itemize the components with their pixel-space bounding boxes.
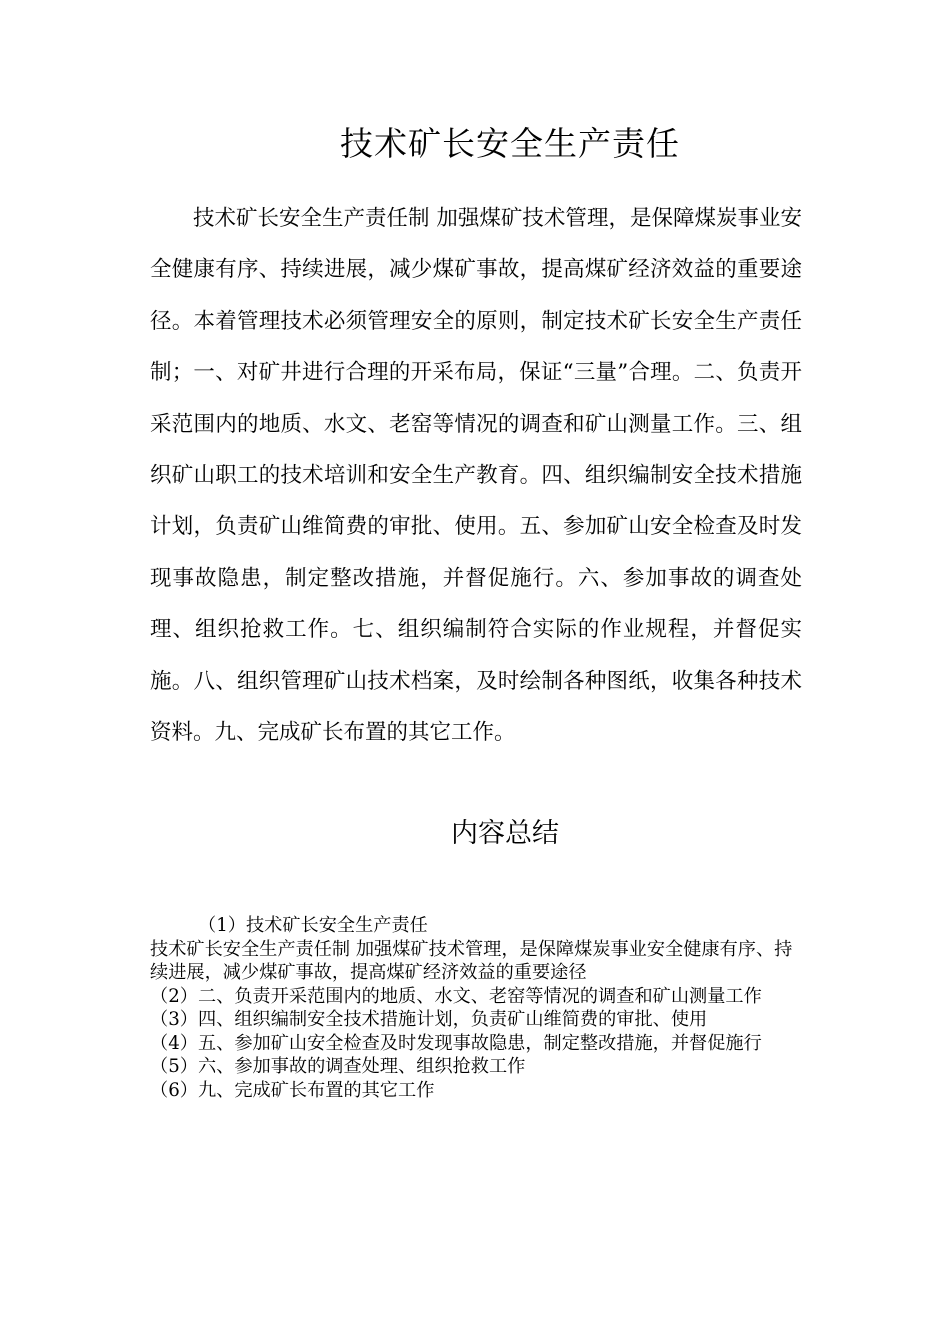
summary-item: （1）技术矿长安全生产责任 xyxy=(198,915,428,936)
summary-item: 技术矿长安全生产责任制 加强煤矿技术管理，是保障煤炭事业安全健康有序、持续进展，减少煤矿事故，提高煤矿经济效益的重要途径 xyxy=(150,938,793,983)
body-paragraph: 技术矿长安全生产责任制 加强煤矿技术管理，是保障煤炭事业安全健康有序、持续进展，减少煤矿事故，提高煤矿经济效益的重要途径。本着管理技术必须管理安全的原则，制定技术矿长安全生产责任制；一、对矿井进行合理的开采布局，保证“三量”合理。二、负责开采范围内的地质、水文、老窑等情况的调查和矿山测量工作。三、组织矿山职工的技术培训和安全生产教育。四、组织编制安全技术措施计划，负责矿山维简费的审批、使用。五、参加矿山安全检查及时发现事故隐患，制定整改措施，并督促施行。六、参加事故的调查处理、组织抢救工作。七、组织编制符合实际的作业规程，并督促实施。八、组织管理矿山技术档案，及时绘制各种图纸，收集各种技术资料。九、完成矿长布置的其它工作。 xyxy=(150,206,802,746)
summary-item: （6）九、完成矿长布置的其它工作 xyxy=(150,1079,435,1101)
summary-list xyxy=(150,914,805,1102)
summary-item: （3）四、组织编制安全技术措施计划，负责矿山维简费的审批、使用 xyxy=(150,1009,708,1030)
summary-item: （4）五、参加矿山安全检查及时发现事故隐患，制定整改措施，并督促施行 xyxy=(150,1032,762,1054)
page-title: 技术矿长安全生产责任 xyxy=(340,124,680,163)
summary-item: （5）六、参加事故的调查处理、组织抢救工作 xyxy=(150,1056,526,1077)
summary-item: （2）二、负责开采范围内的地质、水文、老窑等情况的调查和矿山测量工作 xyxy=(150,985,762,1007)
summary-heading: 内容总结 xyxy=(451,818,559,849)
